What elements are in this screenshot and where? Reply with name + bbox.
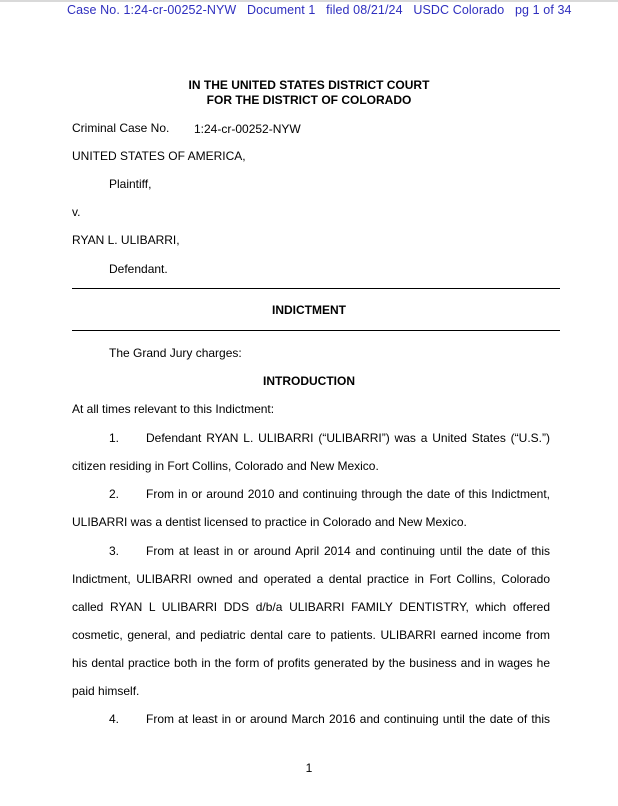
title-rule-top xyxy=(72,288,560,289)
document-title: INDICTMENT xyxy=(272,303,346,317)
paragraph-number: 1. xyxy=(109,431,120,445)
paragraph-line: Indictment, ULIBARRI owned and operated a dental practice in Fort Collins, Colorado xyxy=(72,572,550,586)
section-heading: INTRODUCTION xyxy=(263,374,355,388)
paragraph-line: cosmetic, general, and pediatric dental care to patients. ULIBARRI earned income from xyxy=(72,628,550,642)
court-name-line2: FOR THE DISTRICT OF COLORADO xyxy=(206,93,412,107)
paragraph-line: From in or around 2010 and continuing through the date of this Indictment, xyxy=(146,487,550,501)
paragraph-line: From at least in or around March 2016 and continuing until the date of this xyxy=(146,712,550,726)
plaintiff-role: Plaintiff, xyxy=(109,177,152,191)
paragraph-line: called RYAN L ULIBARRI DDS d/b/a ULIBARRI FAMILY DENTISTRY, which offered xyxy=(72,600,550,614)
paragraph-line: Defendant RYAN L. ULIBARRI (“ULIBARRI”) was a United States (“U.S.”) xyxy=(146,431,550,445)
grand-jury-charges: The Grand Jury charges: xyxy=(109,346,242,360)
paragraph-line: his dental practice both in the form of profits generated by the business and in wages he xyxy=(72,656,550,670)
paragraph-line: ULIBARRI was a dentist licensed to practice in Colorado and New Mexico. xyxy=(72,515,467,529)
case-header-stamp: Case No. 1:24-cr-00252-NYW Document 1 filed 08/21/24 USDC Colorado pg 1 of 34 xyxy=(67,3,572,17)
paragraph-number: 3. xyxy=(109,544,120,558)
court-name-line1: IN THE UNITED STATES DISTRICT COURT xyxy=(188,78,430,92)
paragraph-number: 2. xyxy=(109,487,120,501)
paragraph-line: From at least in or around April 2014 and continuing until the date of this xyxy=(146,544,550,558)
plaintiff-name: UNITED STATES OF AMERICA, xyxy=(72,149,246,163)
page-number: 1 xyxy=(305,761,313,775)
case-number: 1:24-cr-00252-NYW xyxy=(194,122,301,136)
case-number-label: Criminal Case No. xyxy=(72,121,170,135)
title-rule-bottom xyxy=(72,330,560,331)
paragraph-line: citizen residing in Fort Collins, Colorado and New Mexico. xyxy=(72,459,379,473)
defendant-name: RYAN L. ULIBARRI, xyxy=(72,233,180,247)
defendant-role: Defendant. xyxy=(109,262,168,276)
versus: v. xyxy=(72,205,81,219)
top-border xyxy=(0,0,618,2)
paragraph-line: paid himself. xyxy=(72,684,140,698)
paragraph-number: 4. xyxy=(109,712,120,726)
intro-line: At all times relevant to this Indictment: xyxy=(72,402,275,416)
